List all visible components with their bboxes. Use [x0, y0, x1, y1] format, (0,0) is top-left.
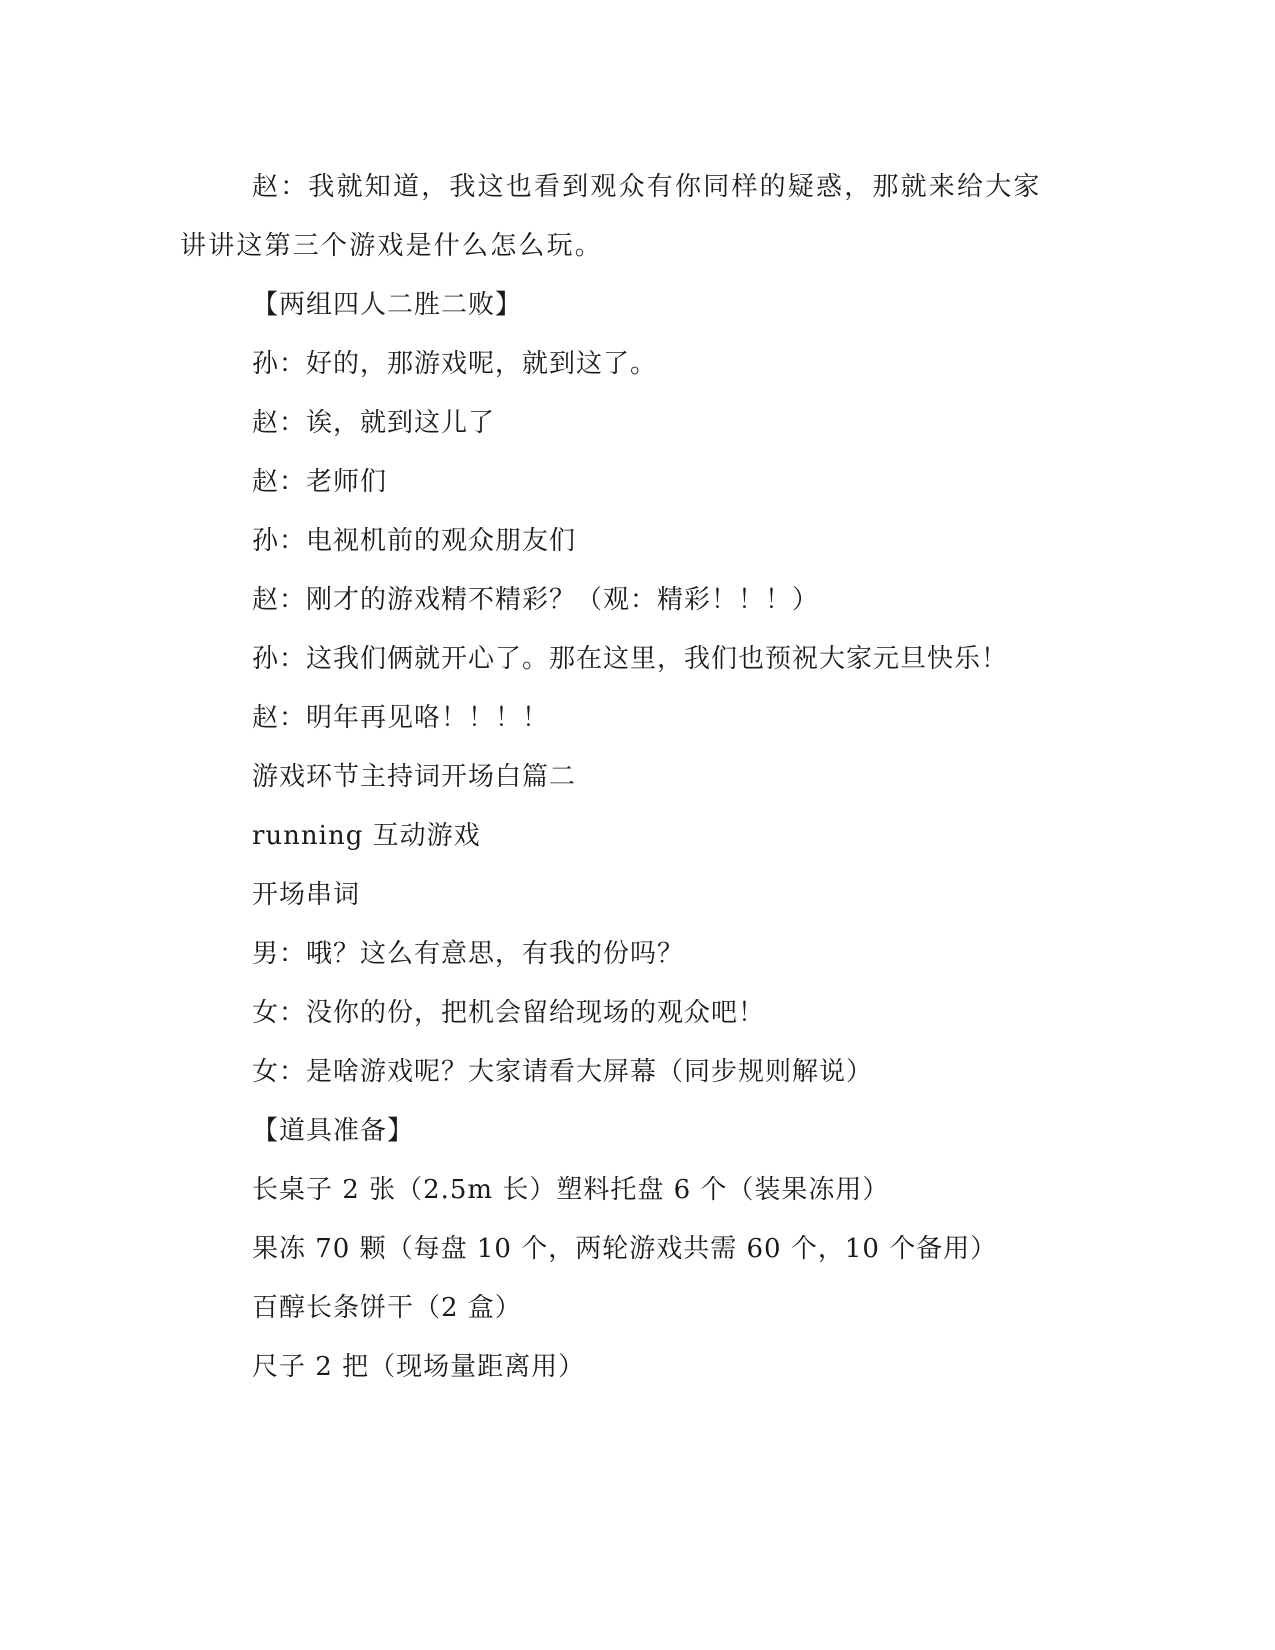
section-title-opening-lines: 开场串词	[252, 880, 361, 910]
paragraph-female-host-line-2: 女：是啥游戏呢？大家请看大屏幕（同步规则解说）	[252, 1057, 874, 1087]
paragraph-zhao-was-it-exciting: 赵：刚才的游戏精不精彩？（观：精彩！！！）	[252, 585, 820, 615]
document-body	[180, 158, 1060, 1397]
paragraph-zhao-explains-third-game: 赵：我就知道，我这也看到观众有你同样的疑惑，那就来给大家讲讲这第三个游戏是什么怎么玩。	[180, 172, 1042, 261]
paragraph-male-host-line: 男：哦？这么有意思，有我的份吗？	[252, 939, 685, 969]
paragraph-two-groups-heading: 【两组四人二胜二败】	[252, 290, 523, 320]
paragraph-zhao-see-you-next-year: 赵：明年再见咯！！！！	[252, 703, 550, 733]
paragraph-sun-game-ends: 孙：好的，那游戏呢，就到这了。	[252, 349, 658, 379]
props-item-tables-trays: 长桌子 2 张（2.5m 长）塑料托盘 6 个（装果冻用）	[252, 1175, 890, 1205]
paragraph-sun-tv-audience: 孙：电视机前的观众朋友们	[252, 526, 577, 556]
paragraph-zhao-ends-here: 赵：诶，就到这儿了	[252, 408, 496, 438]
props-preparation-heading: 【道具准备】	[252, 1116, 415, 1146]
paragraph-sun-happy-new-year: 孙：这我们俩就开心了。那在这里，我们也预祝大家元旦快乐！	[252, 644, 1009, 674]
paragraph-zhao-teachers: 赵：老师们	[252, 467, 388, 497]
props-item-jelly: 果冻 70 颗（每盘 10 个，两轮游戏共需 60 个，10 个备用）	[252, 1234, 998, 1264]
props-item-biscuits: 百醇长条饼干（2 盒）	[252, 1293, 522, 1323]
paragraph-female-host-line-1: 女：没你的份，把机会留给现场的观众吧！	[252, 998, 766, 1028]
props-item-rulers: 尺子 2 把（现场量距离用）	[252, 1352, 586, 1382]
section-title-part-two: 游戏环节主持词开场白篇二	[252, 762, 577, 792]
section-title-running-game: running 互动游戏	[252, 821, 481, 851]
